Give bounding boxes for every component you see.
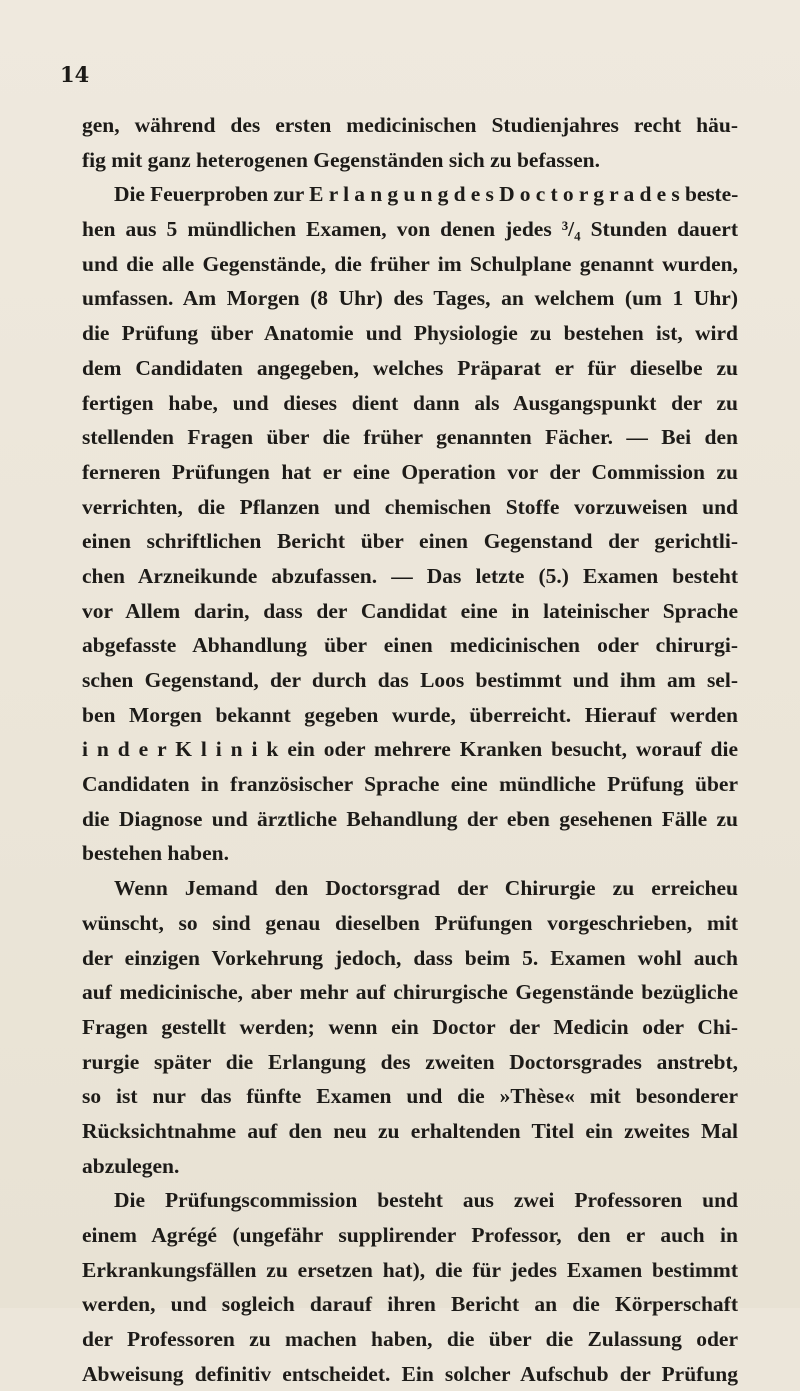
text-line: vor Allem darin, dass der Candidat eine in lateinischer Sprache (82, 598, 738, 623)
text-line: Erkrankungsfällen zu ersetzen hat), die für jedes Examen bestimmt (82, 1257, 738, 1282)
text-line: wünscht, so sind genau dieselben Prüfungen vorgeschrieben, mit (82, 910, 738, 935)
text-line: hen aus 5 mündlichen Examen, von denen jedes ³/₄ Stunden dauert (82, 217, 738, 242)
text-line: Abweisung definitiv entscheidet. Ein solcher Aufschub der Prüfung (82, 1361, 738, 1386)
text-line: die Diagnose und ärztliche Behandlung der eben gesehenen Fälle zu (82, 806, 738, 831)
text-line: die Prüfung über Anatomie und Physiologie zu bestehen ist, wird (82, 321, 738, 346)
text-line: abgefasste Abhandlung über einen medicinischen oder chirurgi- (82, 633, 738, 658)
text-line: werden, und sogleich darauf ihren Bericht an die Körperschaft (82, 1292, 738, 1317)
text-line: der Professoren zu machen haben, die über die Zulassung oder (82, 1327, 738, 1352)
text-line: umfassen. Am Morgen (8 Uhr) des Tages, an welchem (um 1 Uhr) (82, 286, 738, 311)
text-line: Die Feuerproben zur E r l a n g u n g d e s D o c t o r g r a d e s beste- (114, 182, 739, 207)
text-line: und die alle Gegenstände, die früher im Schulplane genannt wurden, (82, 251, 738, 276)
text-line: Wenn Jemand den Doctorsgrad der Chirurgie zu erreicheu (114, 876, 738, 901)
text-line: bestehen haben. (82, 841, 229, 866)
text-line: Die Prüfungscommission besteht aus zwei Professoren und (114, 1188, 738, 1213)
text-line: schen Gegenstand, der durch das Loos bestimmt und ihm am sel- (82, 668, 738, 692)
text-line: fig mit ganz heterogenen Gegenständen sich zu befassen. (82, 147, 600, 172)
text-line: gen, während des ersten medicinischen Studienjahres recht häu- (82, 113, 738, 137)
text-line: Rücksichtnahme auf den neu zu erhaltenden Titel ein zweites Mal (82, 1118, 738, 1143)
page-number: 14 (60, 62, 90, 87)
text-line: verrichten, die Pflanzen und chemischen Stoffe vorzuweisen und (82, 494, 738, 519)
text-line: einem Agrégé (ungefähr supplirender Professor, den er auch in (82, 1223, 738, 1247)
text-line: abzulegen. (82, 1153, 180, 1178)
text-line: ferneren Prüfungen hat er eine Operation vor der Commission zu (82, 459, 738, 484)
text-line: Candidaten in französischer Sprache eine mündliche Prüfung über (82, 772, 738, 797)
text-line: so ist nur das fünfte Examen und die »Thèse« mit besonderer (82, 1084, 738, 1109)
text-line: einen schriftlichen Bericht über einen Gegenstand der gerichtli- (82, 529, 738, 554)
text-line: rurgie später die Erlangung des zweiten Doctorsgrades anstrebt, (82, 1049, 738, 1074)
text-line: ben Morgen bekannt gegeben wurde, überreicht. Hierauf werden (82, 702, 738, 727)
text-body (82, 108, 738, 1391)
text-line: auf medicinische, aber mehr auf chirurgische Gegenstände bezügliche (82, 980, 738, 1005)
text-line: Fragen gestellt werden; wenn ein Doctor der Medicin oder Chi- (82, 1014, 738, 1039)
text-line: i n d e r K l i n i k ein oder mehrere Kranken besucht, worauf die (82, 737, 738, 762)
text-line: fertigen habe, und dieses dient dann als Ausgangspunkt der zu (82, 390, 738, 415)
text-line: chen Arzneikunde abzufassen. — Das letzte (5.) Examen besteht (82, 563, 738, 588)
text-line: stellenden Fragen über die früher genannten Fächer. — Bei den (82, 425, 738, 450)
text-line: der einzigen Vorkehrung jedoch, dass beim 5. Examen wohl auch (82, 945, 738, 970)
text-line: dem Candidaten angegeben, welches Präparat er für dieselbe zu (82, 355, 738, 380)
